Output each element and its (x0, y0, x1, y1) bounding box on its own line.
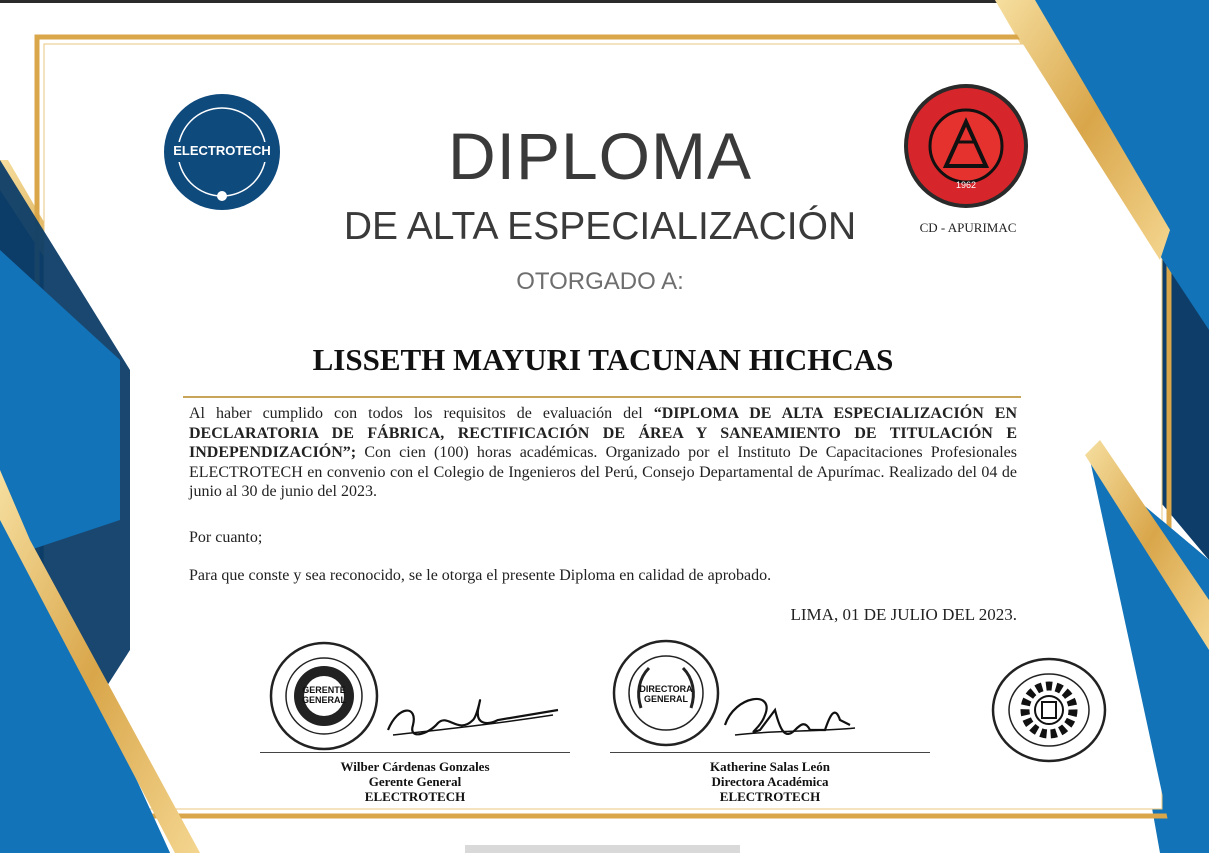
recipient-name: LISSETH MAYURI TACUNAN HICHCAS (312, 342, 894, 377)
signatory-1 (260, 759, 570, 804)
signature-katherine (715, 680, 865, 750)
por-cuanto-text: Por cuanto; (189, 529, 263, 546)
body-intro: Al haber cumplido con todos los requisitos de evaluación del (189, 405, 654, 422)
directora-stamp-label: DIRECTORA GENERAL (639, 684, 693, 704)
cip-caption: CD - APURIMAC (919, 220, 1017, 235)
signatory-2 (610, 759, 930, 804)
gerente-stamp-label: GERENTE GENERAL (301, 685, 346, 705)
place-date: LIMA, 01 DE JULIO DEL 2023. (790, 605, 1017, 624)
diploma-title: DIPLOMA (447, 119, 753, 193)
diploma-subtitle: DE ALTA ESPECIALIZACIÓN (343, 205, 857, 248)
signatory-2-role: Directora Académica (711, 774, 829, 789)
viewer-bottom-tabs (465, 845, 740, 853)
signatory-1-org: ELECTROTECH (364, 789, 466, 804)
signatory-2-name: Katherine Salas León (710, 759, 830, 774)
awarded-to-label: OTORGADO A: (516, 268, 684, 295)
signature-line-1 (260, 752, 570, 753)
electrotech-logo-text: ELECTROTECH (173, 143, 271, 158)
signature-line-2 (610, 752, 930, 753)
name-divider (183, 396, 1021, 398)
cip-seal-icon (902, 82, 1030, 210)
body-course: “DIPLOMA DE ALTA ESPECIALIZACIÓN EN DECLARATORIA DE FÁBRICA, RECTIFICACIÓN DE ÁREA Y SANEAMIENTO DE TITULACIÓN E INDEPENDIZACIÓN”; (189, 405, 1018, 461)
signature-wilber (378, 675, 568, 750)
cip-year: 1962 (955, 180, 977, 190)
para-que-text: Para que conste y sea reconocido, se le otorga el presente Diploma en calidad de aprobado. (189, 567, 772, 584)
institute-gear-stamp-icon (990, 656, 1108, 764)
body-rest: Con cien (100) horas académicas. Organizado por el Instituto De Capacitaciones Profesionales ELECTROTECH en convenio con el Colegio de Ingenieros del Perú, Consejo Departamental de Apurímac. Realizado del 04 de junio al 30 de junio del 2023. (189, 444, 1017, 500)
signatory-2-org: ELECTROTECH (719, 789, 821, 804)
diploma-body (189, 404, 1017, 502)
signatory-1-name: Wilber Cárdenas Gonzales (340, 759, 490, 774)
signatory-1-role: Gerente General (368, 774, 462, 789)
